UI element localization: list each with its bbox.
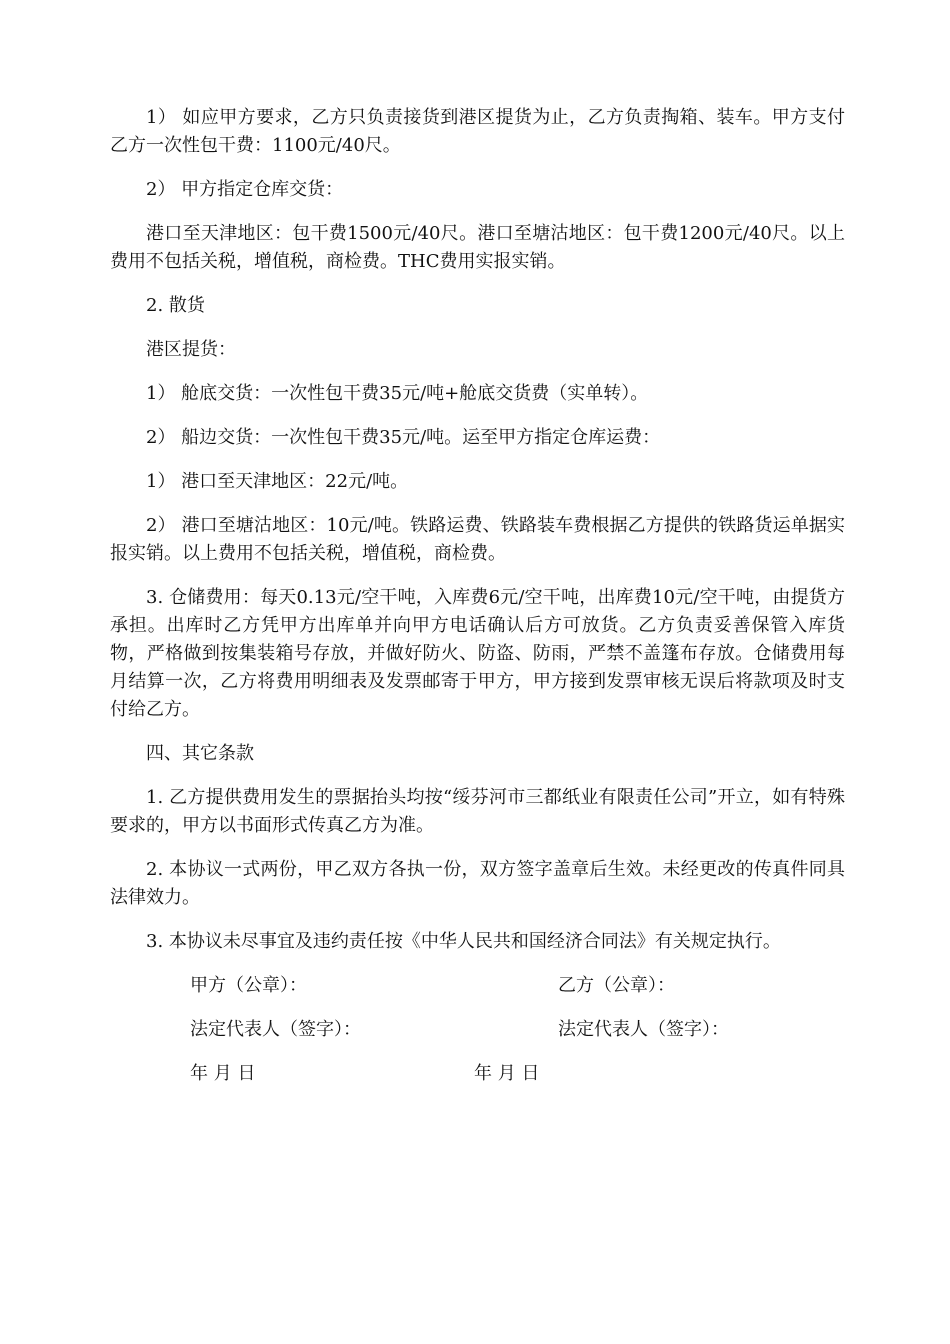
clause-warehouse-delivery: 2） 甲方指定仓库交货： — [146, 179, 344, 200]
party-b-rep-label: 法定代表人（签字）： — [558, 1019, 729, 1040]
document-page — [110, 104, 845, 1104]
section-other-terms: 四、其它条款 — [146, 743, 254, 764]
clause-shipside-delivery: 2） 船边交货：一次性包干费35元/吨。运至甲方指定仓库运费： — [146, 427, 661, 448]
clause-tanggu-freight: 2） 港口至塘沽地区：10元/吨。铁路运费、铁路装车费根据乙方提供的铁路货运单据实报实销。以上费用不包括关税，增值税，商检费。 — [110, 515, 845, 564]
party-b-date-label: 年 月 日 — [474, 1063, 540, 1084]
clause-invoice-title: 1. 乙方提供费用发生的票据抬头均按“绥芬河市三都纸业有限责任公司”开立，如有特殊要求的，甲方以书面形式传真乙方为准。 — [110, 787, 845, 836]
clause-container-pickup: 1） 如应甲方要求，乙方只负责接货到港区提货为止，乙方负责掏箱、装车。甲方支付乙方一次性包干费：1100元/40尺。 — [110, 107, 845, 156]
signature-seal-row — [110, 972, 845, 1000]
clause-unresolved-matters: 3. 本协议未尽事宜及违约责任按《中华人民共和国经济合同法》有关规定执行。 — [146, 931, 781, 952]
clause-warehouse-rates: 港口至天津地区：包干费1500元/40尺。港口至塘沽地区：包干费1200元/40尺。以上费用不包括关税，增值税，商检费。THC费用实报实销。 — [110, 223, 845, 272]
party-a-rep-label: 法定代表人（签字）： — [190, 1019, 361, 1040]
signature-date-row — [110, 1060, 845, 1088]
party-a-seal-label: 甲方（公章）： — [190, 975, 307, 996]
section-bulk-cargo: 2. 散货 — [146, 295, 205, 316]
party-a-date-label: 年 月 日 — [190, 1063, 256, 1084]
clause-tianjin-freight: 1） 港口至天津地区：22元/吨。 — [146, 471, 409, 492]
clause-port-pickup: 港区提货： — [146, 339, 236, 360]
party-b-seal-label: 乙方（公章）： — [558, 975, 675, 996]
clause-copies-validity: 2. 本协议一式两份，甲乙双方各执一份，双方签字盖章后生效。未经更改的传真件同具法律效力。 — [110, 859, 845, 908]
clause-storage-fees: 3. 仓储费用：每天0.13元/空干吨，入库费6元/空干吨，出库费10元/空干吨，由提货方承担。出库时乙方凭甲方出库单并向甲方电话确认后方可放货。乙方负责妥善保管入库货物，严格做到按集装箱号存放，并做好防火、防盗、防雨，严禁不盖篷布存放。仓储费用每月结算一次，乙方将费用明细表及发票邮寄于甲方，甲方接到发票审核无误后将款项及时支付给乙方。 — [110, 587, 845, 720]
clause-hold-delivery: 1） 舱底交货：一次性包干费35元/吨+舱底交货费（实单转）。 — [146, 383, 649, 404]
signature-rep-row — [110, 1016, 845, 1044]
